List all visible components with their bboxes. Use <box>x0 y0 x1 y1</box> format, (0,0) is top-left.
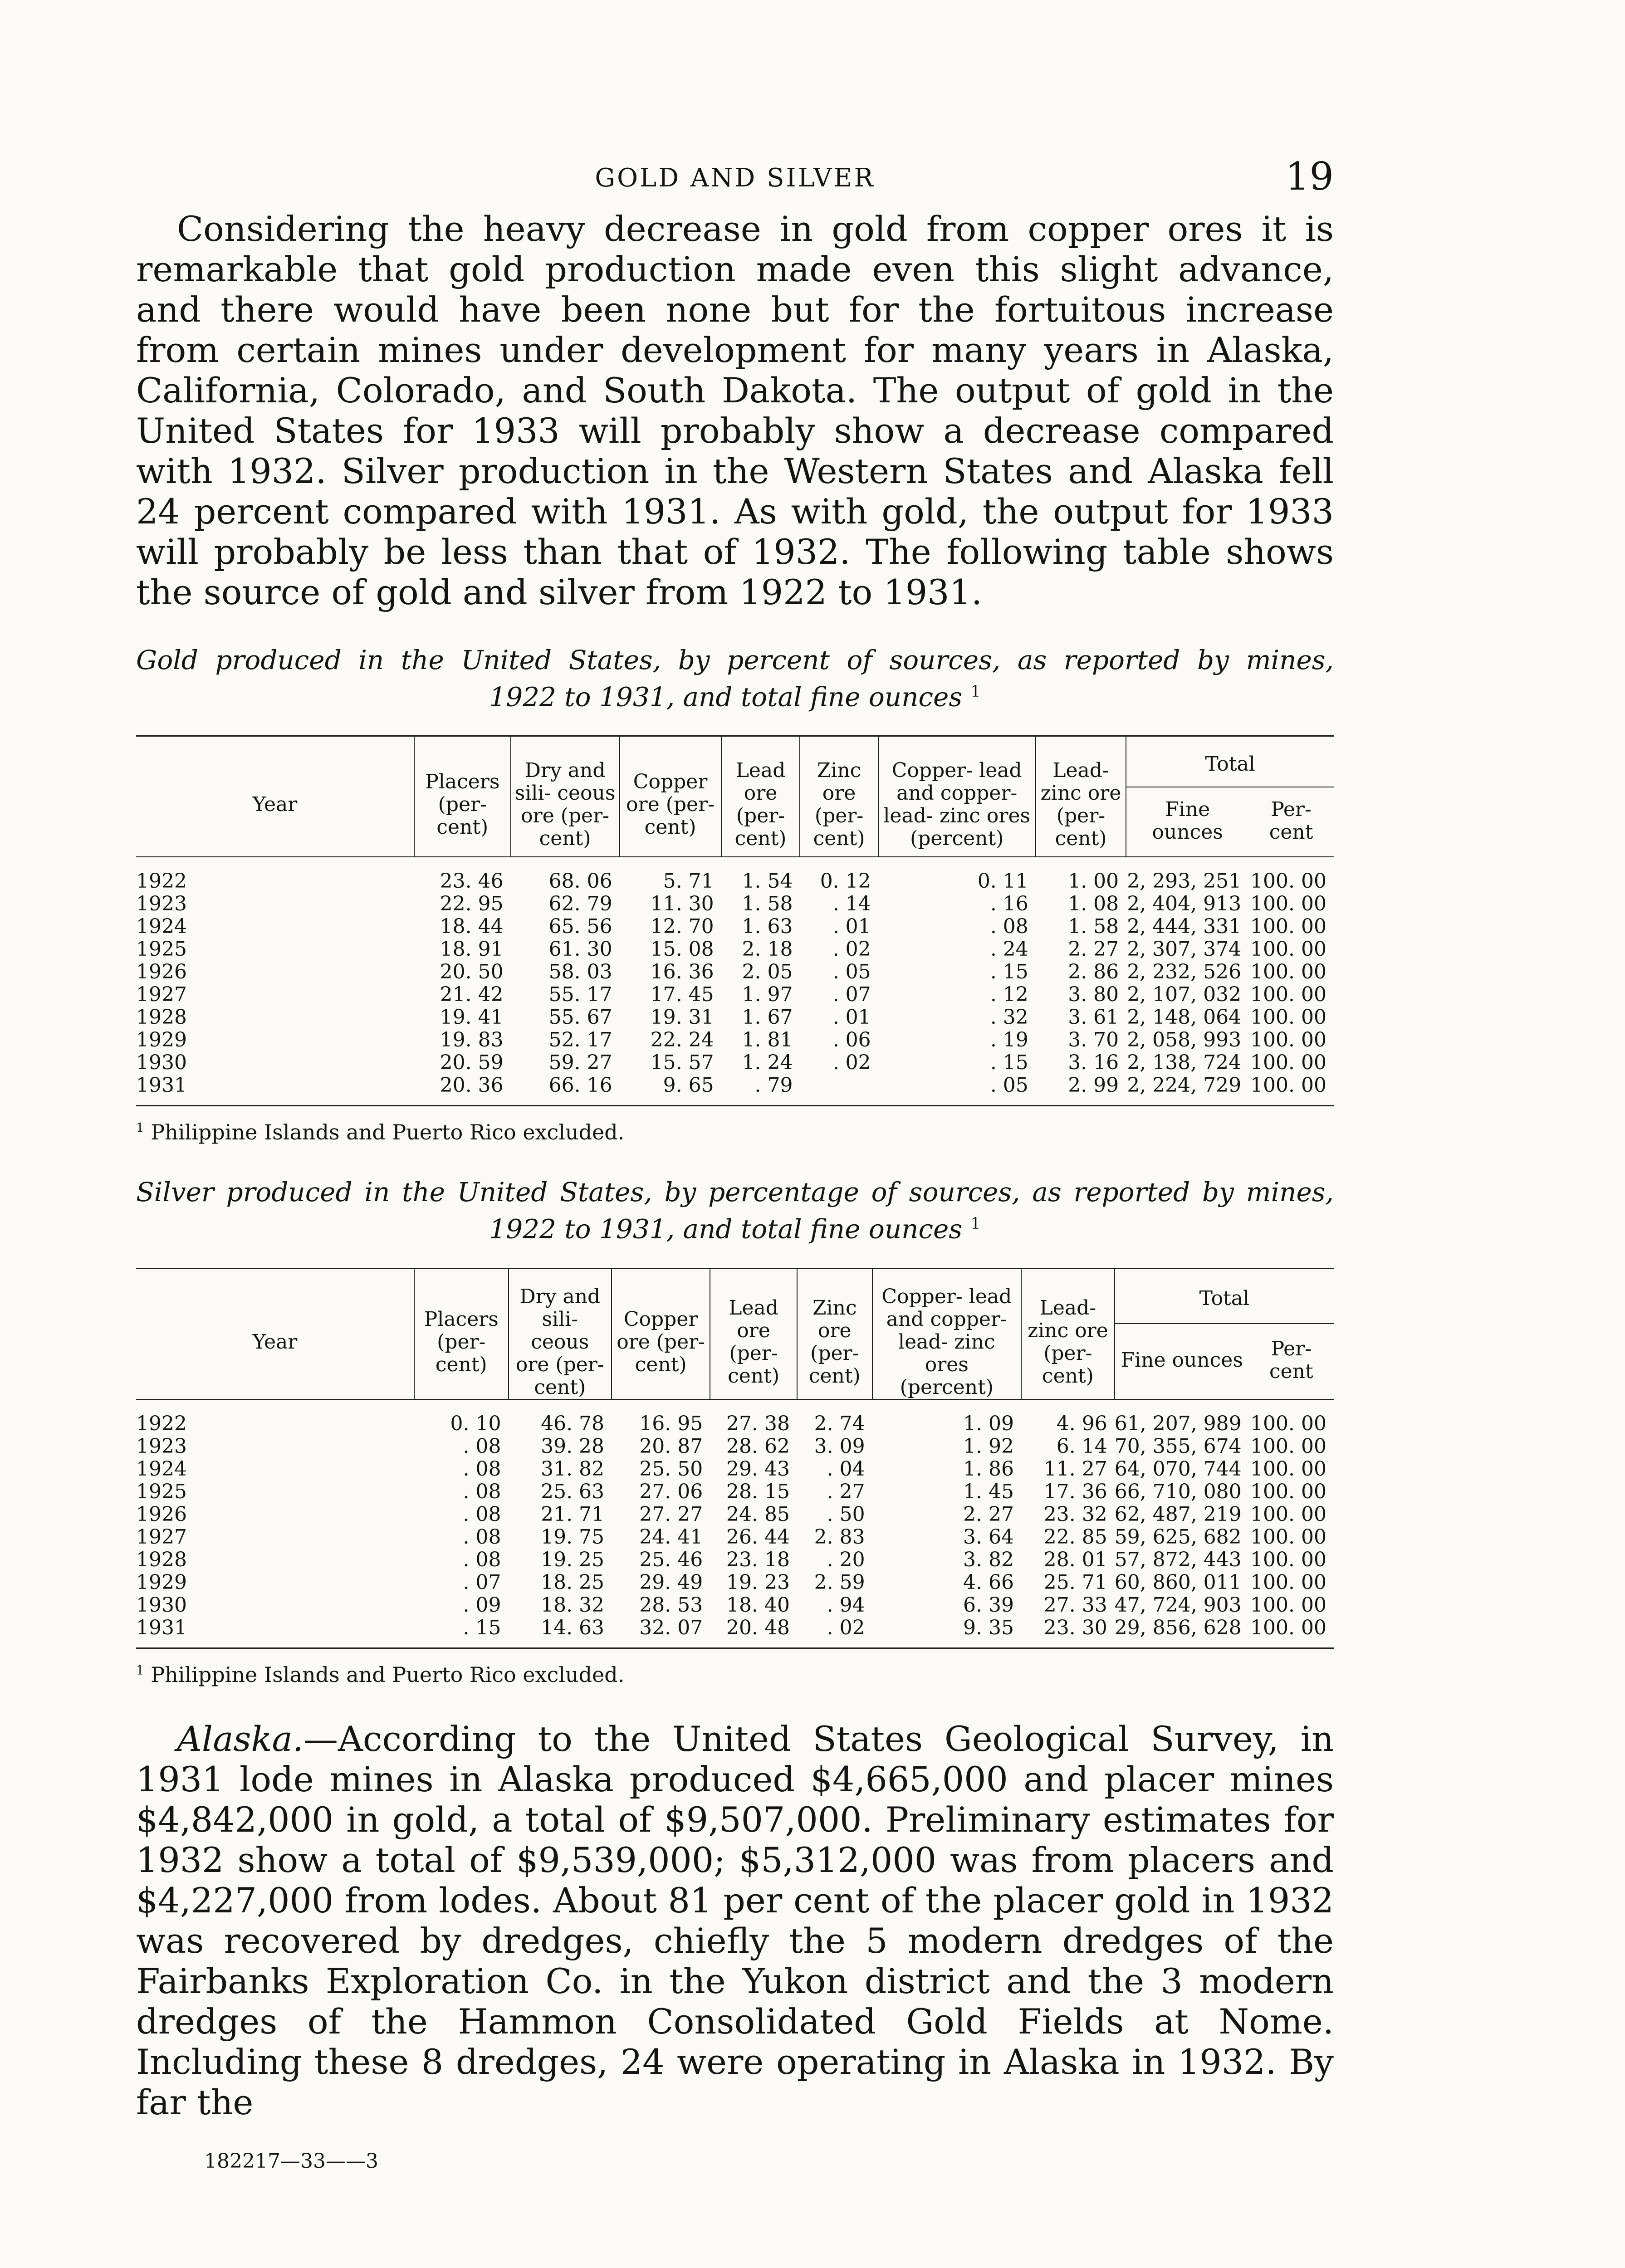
table-cell: 2, 232, 526 <box>1127 960 1242 984</box>
table-cell: 2. 83 <box>814 1525 865 1549</box>
table-cell: . 08 <box>990 915 1028 938</box>
table-cell: 62. 79 <box>548 892 612 916</box>
table-cell: 20. 87 <box>639 1434 703 1458</box>
gold-table-body <box>136 857 1334 1106</box>
table-cell: 100. 00 <box>1250 1457 1326 1481</box>
table-cell: . 08 <box>463 1525 501 1549</box>
table-cell: 55. 67 <box>548 1006 612 1029</box>
gold-footnote-mark: 1 <box>136 1120 144 1135</box>
table-cell: 64, 070, 744 <box>1114 1457 1242 1481</box>
table-cell: 23. 18 <box>726 1548 790 1571</box>
col-copper-lead: Copper- lead and copper- lead- zinc ores (percent) <box>872 1268 1021 1399</box>
table-cell: 19. 75 <box>541 1525 605 1549</box>
table-cell: 2, 107, 032 <box>1127 983 1242 1007</box>
gold-caption-line-2: 1922 to 1931, and total fine ounces <box>489 681 963 713</box>
table-cell: 20. 59 <box>440 1051 504 1075</box>
table-cell: . 01 <box>832 1006 871 1029</box>
table-cell: 20. 48 <box>710 1617 797 1648</box>
table-cell: 2. 59 <box>814 1570 865 1594</box>
table-cell: 57, 872, 443 <box>1114 1548 1242 1571</box>
col-placers: Placers (per- cent) <box>414 1268 509 1399</box>
table-row <box>136 1571 1334 1594</box>
table-cell: 20. 36 <box>414 1074 511 1106</box>
table-cell: 6. 39 <box>963 1593 1014 1617</box>
table-cell: . 08 <box>463 1457 501 1481</box>
table-cell: 19. 25 <box>541 1548 605 1571</box>
col-zinc: Zinc ore (per- cent) <box>800 736 878 857</box>
table-cell: 100. 00 <box>1250 892 1326 916</box>
table-cell: 24. 85 <box>726 1502 790 1526</box>
col-year: Year <box>136 1268 414 1399</box>
table-row <box>136 1594 1334 1617</box>
running-head: GOLD AND SILVER <box>595 163 875 193</box>
table-cell: 26. 44 <box>726 1525 790 1549</box>
row-year: 1923 <box>136 1434 187 1458</box>
table-cell: . 08 <box>463 1502 501 1526</box>
table-cell: . 79 <box>721 1074 800 1106</box>
alaska-paragraph <box>136 1719 1334 2122</box>
table-cell: . 32 <box>990 1006 1028 1029</box>
table-cell: 1. 58 <box>742 892 793 916</box>
table-cell: 12. 70 <box>650 915 714 938</box>
table-cell: . 12 <box>990 983 1028 1007</box>
table-cell: 27. 27 <box>639 1502 703 1526</box>
table-cell: 29. 43 <box>726 1457 790 1481</box>
table-cell: 25. 50 <box>639 1457 703 1481</box>
row-year: 1925 <box>136 938 187 961</box>
table-cell: 16. 95 <box>612 1399 710 1435</box>
table-cell: 21. 42 <box>440 983 504 1007</box>
silver-table <box>136 1268 1334 1649</box>
table-cell: . 16 <box>990 892 1028 916</box>
table-cell: 100. 00 <box>1250 1548 1326 1571</box>
table-row <box>136 1458 1334 1481</box>
table-cell: 68. 06 <box>511 857 620 893</box>
table-cell: 60, 860, 011 <box>1114 1570 1242 1594</box>
table-cell: 17. 36 <box>1043 1480 1107 1503</box>
row-year: 1926 <box>136 1502 187 1526</box>
table-cell: . 19 <box>990 1028 1028 1052</box>
table-cell: 15. 57 <box>650 1051 714 1075</box>
table-cell: 23. 46 <box>414 857 511 893</box>
col-placers: Placers (per- cent) <box>414 736 511 857</box>
table-row <box>136 1074 1334 1106</box>
table-cell: 1. 67 <box>742 1006 793 1029</box>
table-cell: 3. 64 <box>963 1525 1014 1549</box>
page-header <box>136 154 1334 209</box>
table-row <box>136 1399 1334 1435</box>
table-row <box>136 893 1334 915</box>
table-cell: 29, 856, 628 <box>1115 1617 1249 1648</box>
table-row <box>136 1029 1334 1051</box>
table-cell: 100. 00 <box>1250 1570 1326 1594</box>
table-cell: 3. 80 <box>1068 983 1119 1007</box>
table-cell: 21. 71 <box>541 1502 605 1526</box>
col-zinc: Zinc ore (per- cent) <box>797 1268 872 1399</box>
table-cell: 100. 00 <box>1250 1502 1326 1526</box>
table-cell: 3. 82 <box>963 1548 1014 1571</box>
table-cell: 28. 53 <box>639 1593 703 1617</box>
row-year: 1929 <box>136 1028 187 1052</box>
table-cell: 3. 09 <box>814 1434 865 1458</box>
row-year: 1931 <box>136 1074 414 1106</box>
table-cell: 22. 24 <box>650 1028 714 1052</box>
row-year: 1929 <box>136 1570 187 1594</box>
table-cell: 1. 00 <box>1036 857 1126 893</box>
gold-table <box>136 735 1334 1106</box>
table-cell: 2. 99 <box>1036 1074 1126 1106</box>
col-lead-zinc: Lead- zinc ore (per- cent) <box>1021 1268 1115 1399</box>
table-cell: 27. 33 <box>1043 1593 1107 1617</box>
table-cell: . 50 <box>827 1502 865 1526</box>
table-cell: 100. 00 <box>1249 1399 1334 1435</box>
table-cell: 2. 86 <box>1068 960 1119 984</box>
table-cell: 32. 07 <box>612 1617 710 1648</box>
table-cell: 100. 00 <box>1248 857 1334 893</box>
gold-footnote <box>136 1120 1334 1144</box>
table-cell: 65. 56 <box>548 915 612 938</box>
silver-caption-line-1: Silver produced in the United States, by percentage of sources, as reported by mines, <box>136 1177 1334 1208</box>
table-cell: . 02 <box>797 1617 872 1648</box>
table-cell: 66. 16 <box>511 1074 620 1106</box>
col-dry: Dry and sili- ceous ore (per- cent) <box>509 1268 612 1399</box>
table-cell: 25. 63 <box>541 1480 605 1503</box>
table-cell: 47, 724, 903 <box>1114 1593 1242 1617</box>
table-cell: 2. 27 <box>963 1502 1014 1526</box>
table-cell: . 08 <box>463 1434 501 1458</box>
silver-footnote-mark: 1 <box>136 1662 144 1678</box>
table-cell: 28. 62 <box>726 1434 790 1458</box>
table-cell: 2, 307, 374 <box>1127 938 1242 961</box>
intro-paragraph: Considering the heavy decrease in gold from copper ores it is remarkable that gold production made even this slight advance, and there would have been none but for the fortuitous increase from certain mines under development for many years in Alaska, California, Colorado, and South Dakota. The output of gold in the United States for 1933 will probably show a decrease compared with 1932. Silver production in the Western States and Alaska fell 24 percent compared with 1931. As with gold, the output for 1933 will probably be less than that of 1932. The following table shows the source of gold and silver from 1922 to 1931. <box>136 209 1334 612</box>
table-cell: 58. 03 <box>548 960 612 984</box>
table-cell: 62, 487, 219 <box>1114 1502 1242 1526</box>
row-year: 1924 <box>136 1457 187 1481</box>
table-cell: 2, 404, 913 <box>1127 892 1242 916</box>
table-cell: . 05 <box>878 1074 1036 1106</box>
col-year: Year <box>136 736 414 857</box>
table-cell: 0. 11 <box>878 857 1036 893</box>
table-cell: 70, 355, 674 <box>1114 1434 1242 1458</box>
table-cell: 3. 70 <box>1068 1028 1119 1052</box>
row-year: 1927 <box>136 1525 187 1549</box>
table-cell: 28. 01 <box>1043 1548 1107 1571</box>
table-cell: 3. 16 <box>1068 1051 1119 1075</box>
table-cell: 11. 27 <box>1043 1457 1107 1481</box>
table-cell: 100. 00 <box>1249 1617 1334 1648</box>
gold-table-caption <box>136 644 1334 713</box>
table-cell: 59. 27 <box>548 1051 612 1075</box>
table-cell: 39. 28 <box>541 1434 605 1458</box>
table-cell: . 08 <box>463 1480 501 1503</box>
row-year: 1928 <box>136 1548 187 1571</box>
table-cell: . 15 <box>990 960 1028 984</box>
table-cell: 1. 63 <box>742 915 793 938</box>
table-cell: 28. 15 <box>726 1480 790 1503</box>
table-cell: 52. 17 <box>548 1028 612 1052</box>
row-year: 1926 <box>136 960 187 984</box>
table-cell: 27. 06 <box>639 1480 703 1503</box>
table-cell: 100. 00 <box>1250 1480 1326 1503</box>
table-cell: 25. 71 <box>1043 1570 1107 1594</box>
table-cell: 1. 92 <box>963 1434 1014 1458</box>
table-row <box>136 1051 1334 1074</box>
col-fine-ounces: Fine ounces <box>1115 1324 1249 1399</box>
table-cell: 2, 138, 724 <box>1127 1051 1242 1075</box>
table-cell: . 05 <box>832 960 871 984</box>
table-cell: 2. 05 <box>742 960 793 984</box>
table-cell: 24. 41 <box>639 1525 703 1549</box>
table-cell: . 27 <box>827 1480 865 1503</box>
gold-caption-line-1: Gold produced in the United States, by percent of sources, as reported by mines, <box>136 645 1334 675</box>
table-row <box>136 983 1334 1006</box>
col-dry: Dry and sili- ceous ore (per- cent) <box>511 736 620 857</box>
row-year: 1922 <box>136 1399 414 1435</box>
table-row <box>136 857 1334 893</box>
col-fine-ounces: Fine ounces <box>1126 787 1248 857</box>
table-row <box>136 1503 1334 1526</box>
table-cell: 1. 08 <box>1068 892 1119 916</box>
table-cell: 1. 97 <box>742 983 793 1007</box>
silver-caption-line-2: 1922 to 1931, and total fine ounces <box>489 1213 963 1245</box>
row-year: 1922 <box>136 857 414 893</box>
table-cell: 2. 27 <box>1068 938 1119 961</box>
table-cell: 15. 08 <box>650 938 714 961</box>
silver-table-caption <box>136 1176 1334 1245</box>
table-cell: 4. 66 <box>963 1570 1014 1594</box>
table-cell: . 02 <box>832 1051 871 1075</box>
table-cell: 1. 45 <box>963 1480 1014 1503</box>
table-cell: 2, 444, 331 <box>1127 915 1242 938</box>
table-cell: 9. 35 <box>872 1617 1021 1648</box>
table-cell: 100. 00 <box>1250 938 1326 961</box>
row-year: 1930 <box>136 1593 187 1617</box>
table-cell: 2. 18 <box>742 938 793 961</box>
row-year: 1927 <box>136 983 187 1007</box>
silver-footnote-text: Philippine Islands and Puerto Rico excluded. <box>151 1662 625 1687</box>
col-total: Total <box>1126 736 1334 787</box>
table-cell: 1. 09 <box>872 1399 1021 1435</box>
row-year: 1925 <box>136 1480 187 1503</box>
row-year: 1924 <box>136 915 187 938</box>
table-row <box>136 938 1334 961</box>
table-cell: . 06 <box>832 1028 871 1052</box>
table-cell: 46. 78 <box>509 1399 612 1435</box>
table-cell: 18. 25 <box>541 1570 605 1594</box>
table-cell: 2, 224, 729 <box>1126 1074 1248 1106</box>
silver-footnote <box>136 1662 1334 1687</box>
table-cell: 27. 38 <box>710 1399 797 1435</box>
table-cell: 17. 45 <box>650 983 714 1007</box>
table-cell: 11. 30 <box>650 892 714 916</box>
silver-table-body <box>136 1399 1334 1648</box>
table-cell: 19. 31 <box>650 1006 714 1029</box>
table-cell: 4. 96 <box>1021 1399 1115 1435</box>
table-cell: 61. 30 <box>548 938 612 961</box>
table-row <box>136 1526 1334 1549</box>
table-cell: 18. 44 <box>440 915 504 938</box>
table-cell: . 24 <box>990 938 1028 961</box>
table-cell: . 08 <box>463 1548 501 1571</box>
table-cell: 23. 32 <box>1043 1502 1107 1526</box>
table-cell: . 09 <box>463 1593 501 1617</box>
table-cell: 100. 00 <box>1250 1006 1326 1029</box>
table-cell: 59, 625, 682 <box>1114 1525 1242 1549</box>
table-cell: 22. 85 <box>1043 1525 1107 1549</box>
table-cell: . 20 <box>827 1548 865 1571</box>
table-cell: 18. 32 <box>541 1593 605 1617</box>
row-year: 1923 <box>136 892 187 916</box>
table-cell: 18. 40 <box>726 1593 790 1617</box>
table-cell: 20. 50 <box>440 960 504 984</box>
table-cell: 2, 148, 064 <box>1127 1006 1242 1029</box>
table-cell: . 14 <box>832 892 871 916</box>
row-year: 1931 <box>136 1617 414 1648</box>
table-cell: 6. 14 <box>1056 1434 1107 1458</box>
silver-caption-footnote-mark: 1 <box>970 1215 981 1233</box>
col-total: Total <box>1115 1268 1334 1324</box>
table-row <box>136 1006 1334 1029</box>
table-cell: . 01 <box>832 915 871 938</box>
page-number: 19 <box>1285 154 1334 199</box>
row-year: 1930 <box>136 1051 187 1075</box>
table-cell: 19. 41 <box>440 1006 504 1029</box>
table-cell: 100. 00 <box>1250 983 1326 1007</box>
table-cell: 61, 207, 989 <box>1115 1399 1249 1435</box>
table-cell: 100. 00 <box>1248 1074 1334 1106</box>
table-cell: . 07 <box>832 983 871 1007</box>
table-cell: 66, 710, 080 <box>1114 1480 1242 1503</box>
table-cell: 3. 61 <box>1068 1006 1119 1029</box>
table-cell <box>800 1074 878 1106</box>
table-cell: 31. 82 <box>541 1457 605 1481</box>
alaska-heading: Alaska. <box>177 1718 304 1759</box>
table-row <box>136 1481 1334 1503</box>
table-cell: . 15 <box>990 1051 1028 1075</box>
table-cell: . 15 <box>414 1617 509 1648</box>
table-cell: 2, 293, 251 <box>1126 857 1248 893</box>
table-cell: 29. 49 <box>639 1570 703 1594</box>
col-percent: Per- cent <box>1269 1337 1313 1383</box>
col-copper: Copper ore (per- cent) <box>612 1268 710 1399</box>
table-cell: 0. 12 <box>800 857 878 893</box>
table-row <box>136 1435 1334 1458</box>
table-cell: 1. 24 <box>742 1051 793 1075</box>
table-cell: 5. 71 <box>620 857 721 893</box>
table-cell: 9. 65 <box>620 1074 721 1106</box>
gold-caption-footnote-mark: 1 <box>970 683 981 701</box>
col-lead: Lead ore (per- cent) <box>710 1268 797 1399</box>
col-lead: Lead ore (per- cent) <box>721 736 800 857</box>
table-cell: 2, 058, 993 <box>1127 1028 1242 1052</box>
table-cell: 55. 17 <box>548 983 612 1007</box>
table-cell: 14. 63 <box>509 1617 612 1648</box>
table-cell: 100. 00 <box>1250 1028 1326 1052</box>
alaska-text: —According to the United States Geological Survey, in 1931 lode mines in Alaska produced $4,665,000 and placer mines $4,842,000 in gold, a total of $9,507,000. Preliminary estimates for 1932 show a total of $9,539,000; $5,312,000 was from placers and $4,227,000 from lodes. About 81 per cent of the placer gold in 1932 was recovered by dredges, chiefly the 5 modern dredges of the Fairbanks Exploration Co. in the Yukon district and the 3 modern dredges of the Hammon Consolidated Gold Fields at Nome. Including these 8 dredges, 24 were operating in Alaska in 1932. By far the <box>136 1718 1334 2122</box>
gold-footnote-text: Philippine Islands and Puerto Rico excluded. <box>151 1120 625 1145</box>
table-cell: 2. 74 <box>797 1399 872 1435</box>
col-percent: Per- cent <box>1269 798 1313 844</box>
table-row <box>136 1549 1334 1571</box>
table-row <box>136 1617 1334 1648</box>
table-cell: 100. 00 <box>1250 1434 1326 1458</box>
table-cell: 22. 95 <box>440 892 504 916</box>
table-cell: 1. 86 <box>963 1457 1014 1481</box>
table-cell: 100. 00 <box>1250 915 1326 938</box>
table-cell: . 04 <box>827 1457 865 1481</box>
table-cell: 1. 54 <box>721 857 800 893</box>
table-row <box>136 915 1334 938</box>
table-cell: 19. 83 <box>440 1028 504 1052</box>
table-cell: 1. 81 <box>742 1028 793 1052</box>
table-cell: . 94 <box>827 1593 865 1617</box>
table-cell: 16. 36 <box>650 960 714 984</box>
table-cell: 100. 00 <box>1250 1525 1326 1549</box>
table-cell: 18. 91 <box>440 938 504 961</box>
col-copper: Copper ore (per- cent) <box>620 736 721 857</box>
table-cell: . 02 <box>832 938 871 961</box>
table-cell: 1. 58 <box>1068 915 1119 938</box>
col-lead-zinc: Lead- zinc ore (per- cent) <box>1036 736 1126 857</box>
col-copper-lead: Copper- lead and copper- lead- zinc ores (percent) <box>878 736 1036 857</box>
table-cell: 100. 00 <box>1250 1051 1326 1075</box>
table-cell: 25. 46 <box>639 1548 703 1571</box>
print-code: 182217—33——3 <box>204 2149 378 2173</box>
table-cell: 100. 00 <box>1250 960 1326 984</box>
document-page <box>136 154 1334 2173</box>
row-year: 1928 <box>136 1006 187 1029</box>
table-row <box>136 961 1334 983</box>
table-cell: 100. 00 <box>1250 1593 1326 1617</box>
table-cell: . 07 <box>463 1570 501 1594</box>
table-cell: 0. 10 <box>414 1399 509 1435</box>
table-cell: 19. 23 <box>726 1570 790 1594</box>
table-cell: 23. 30 <box>1021 1617 1115 1648</box>
